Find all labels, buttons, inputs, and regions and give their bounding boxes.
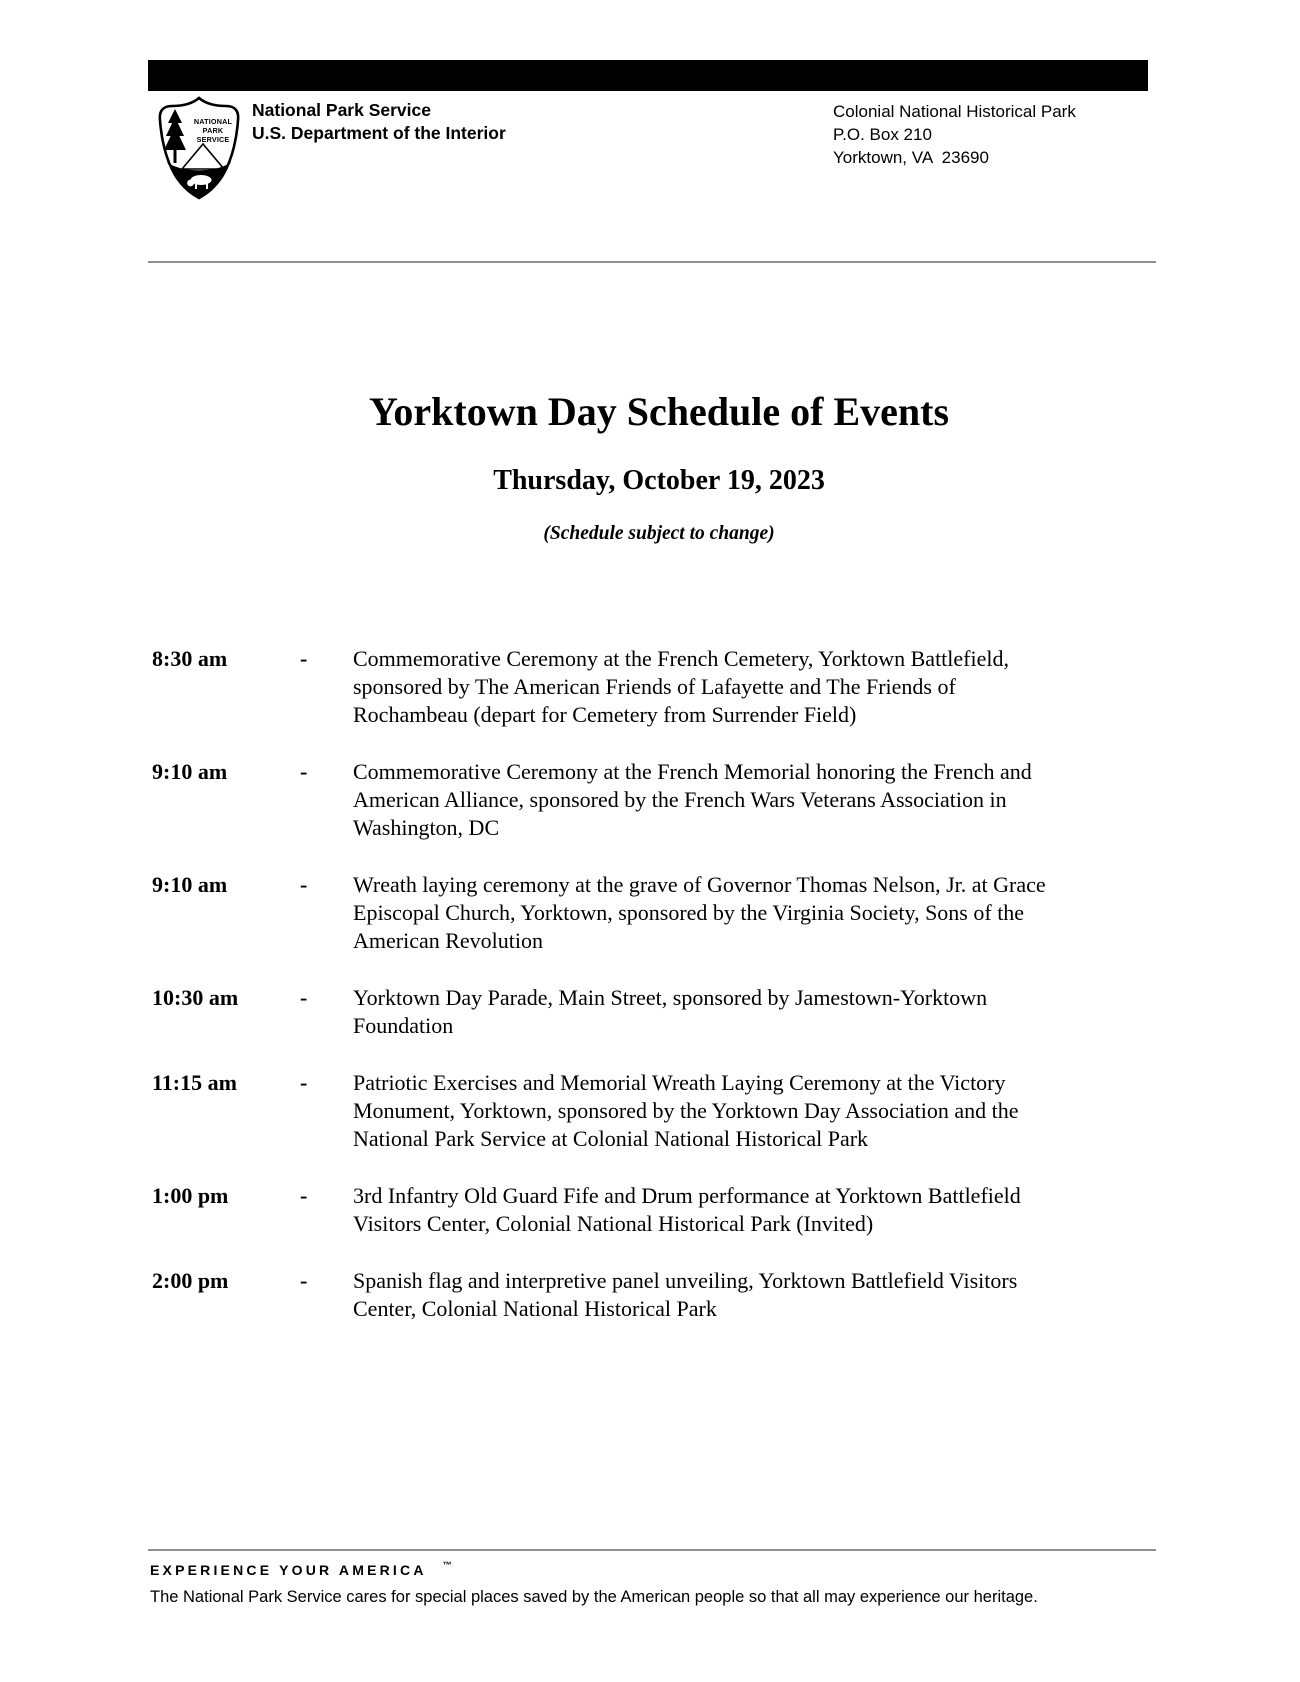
header-agency-block <box>252 99 506 145</box>
event-description-line: American Revolution <box>353 928 544 953</box>
schedule-entry <box>152 1182 1162 1238</box>
time-separator: - <box>300 985 308 1010</box>
header-divider <box>148 261 1156 263</box>
event-description <box>353 1069 1162 1153</box>
time-separator: - <box>300 759 308 784</box>
logo-text-service: SERVICE <box>196 135 230 144</box>
schedule-entry <box>152 1069 1162 1153</box>
department-name: U.S. Department of the Interior <box>252 123 506 143</box>
event-date: Thursday, October 19, 2023 <box>493 465 825 496</box>
event-description-line: Patriotic Exercises and Memorial Wreath Laying Ceremony at the Victory <box>353 1070 1006 1095</box>
event-description-line: American Alliance, sponsored by the French Wars Veterans Association in <box>353 787 1007 812</box>
time-separator: - <box>300 1268 308 1293</box>
agency-name: National Park Service <box>252 100 431 120</box>
schedule-entry <box>152 984 1162 1040</box>
nps-arrowhead-logo <box>155 96 243 200</box>
time-separator: - <box>300 1183 308 1208</box>
event-time: 1:00 pm <box>152 1183 229 1208</box>
event-description-line: Visitors Center, Colonial National Historical Park (Invited) <box>353 1211 874 1236</box>
slogan-text: EXPERIENCE YOUR AMERICA <box>150 1562 427 1578</box>
event-time: 10:30 am <box>152 985 239 1010</box>
event-description-line: Rochambeau (depart for Cemetery from Surrender Field) <box>353 702 857 727</box>
event-description <box>353 871 1162 955</box>
time-separator: - <box>300 872 308 897</box>
event-description <box>353 1267 1162 1323</box>
event-time: 9:10 am <box>152 872 228 897</box>
event-description <box>353 645 1162 729</box>
event-description-line: Foundation <box>353 1013 454 1038</box>
event-description-line: Center, Colonial National Historical Park <box>353 1296 717 1321</box>
footer-divider <box>148 1549 1156 1551</box>
event-description <box>353 984 1162 1040</box>
park-name: Colonial National Historical Park <box>833 102 1076 121</box>
event-description-line: Commemorative Ceremony at the French Memorial honoring the French and <box>353 759 1032 784</box>
schedule-list <box>152 645 1162 1352</box>
event-time: 8:30 am <box>152 646 228 671</box>
event-description <box>353 1182 1162 1238</box>
event-description-line: sponsored by The American Friends of Lafayette and The Friends of <box>353 674 956 699</box>
event-description-line: Wreath laying ceremony at the grave of Governor Thomas Nelson, Jr. at Grace <box>353 872 1046 897</box>
event-description-line: 3rd Infantry Old Guard Fife and Drum performance at Yorktown Battlefield <box>353 1183 1021 1208</box>
event-description-line: Commemorative Ceremony at the French Cemetery, Yorktown Battlefield, <box>353 646 1009 671</box>
event-time: 9:10 am <box>152 759 228 784</box>
event-description-line: National Park Service at Colonial National Historical Park <box>353 1126 869 1151</box>
logo-text-national: NATIONAL <box>193 117 233 126</box>
logo-text-park: PARK <box>202 126 224 135</box>
time-separator: - <box>300 646 308 671</box>
po-box: P.O. Box 210 <box>833 125 932 144</box>
city-state-zip: Yorktown, VA 23690 <box>833 148 989 167</box>
schedule-entry <box>152 758 1162 842</box>
trademark-symbol: ™ <box>442 1560 452 1570</box>
event-description-line: Spanish flag and interpretive panel unveiling, Yorktown Battlefield Visitors <box>353 1268 1018 1293</box>
schedule-entry <box>152 1267 1162 1323</box>
event-time: 11:15 am <box>152 1070 237 1095</box>
event-description-line: Episcopal Church, Yorktown, sponsored by the Virginia Society, Sons of the <box>353 900 1025 925</box>
event-description-line: Washington, DC <box>353 815 500 840</box>
header-black-bar <box>148 60 1148 91</box>
footer-tagline: The National Park Service cares for special places saved by the American people so that all may experience our heritage. <box>150 1588 1038 1606</box>
schedule-note: (Schedule subject to change) <box>543 523 775 544</box>
event-description-line: Yorktown Day Parade, Main Street, sponsored by Jamestown-Yorktown <box>353 985 988 1010</box>
time-separator: - <box>300 1070 308 1095</box>
header-address-block <box>833 100 1076 169</box>
page-title: Yorktown Day Schedule of Events <box>368 389 950 434</box>
schedule-entry <box>152 871 1162 955</box>
event-time: 2:00 pm <box>152 1268 229 1293</box>
schedule-entry <box>152 645 1162 729</box>
footer-slogan <box>150 1560 452 1578</box>
event-description <box>353 758 1162 842</box>
event-description-line: Monument, Yorktown, sponsored by the Yorktown Day Association and the <box>353 1098 1019 1123</box>
